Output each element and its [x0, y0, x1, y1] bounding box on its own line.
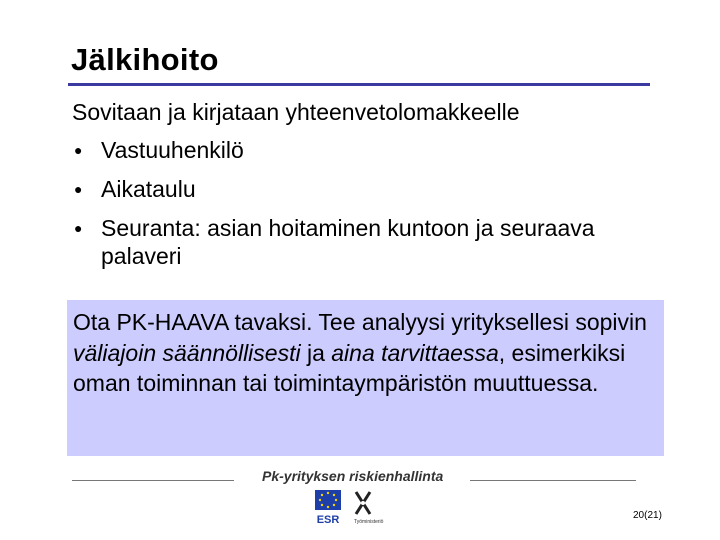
bullet-item [72, 136, 632, 164]
note-text: ja [300, 339, 332, 366]
title-underline [68, 83, 650, 86]
bullet-item [72, 214, 632, 270]
bullet-icon: ● [74, 142, 83, 158]
bullet-text: Seuranta: asian hoitaminen kuntoon ja seuraava palaveri [101, 215, 595, 269]
esr-logo-icon [309, 490, 347, 526]
footer-divider [470, 480, 636, 481]
slide-title: Jälkihoito [71, 42, 219, 77]
page-number: 20(21) [633, 510, 662, 521]
note-box [67, 300, 664, 456]
note-text: Ota PK-HAAVA tavaksi. Tee analyysi yrityksellesi sopivin [73, 309, 647, 335]
footer-divider [72, 480, 234, 481]
bullet-item [72, 175, 632, 203]
bullet-list [72, 136, 632, 281]
bullet-icon: ● [74, 220, 83, 236]
intro-text: Sovitaan ja kirjataan yhteenvetolomakkeelle [72, 99, 520, 125]
esr-logo-text: ESR [316, 514, 340, 526]
note-text: , esimerkiksi oman toiminnan tai toimintaympäristön muuttuessa. [73, 339, 626, 396]
bullet-icon: ● [74, 181, 83, 197]
note-emphasis: aina tarvittaessa [331, 339, 499, 366]
bullet-text: Aikataulu [101, 176, 196, 202]
footer-heading: Pk-yrityksen riskienhallinta [262, 468, 444, 484]
bullet-text: Vastuuhenkilö [101, 137, 244, 163]
note-emphasis: väliajoin säännöllisesti [73, 339, 301, 366]
ministry-logo-text: Työministeriö [354, 519, 384, 525]
ministry-logo-icon [350, 490, 396, 526]
